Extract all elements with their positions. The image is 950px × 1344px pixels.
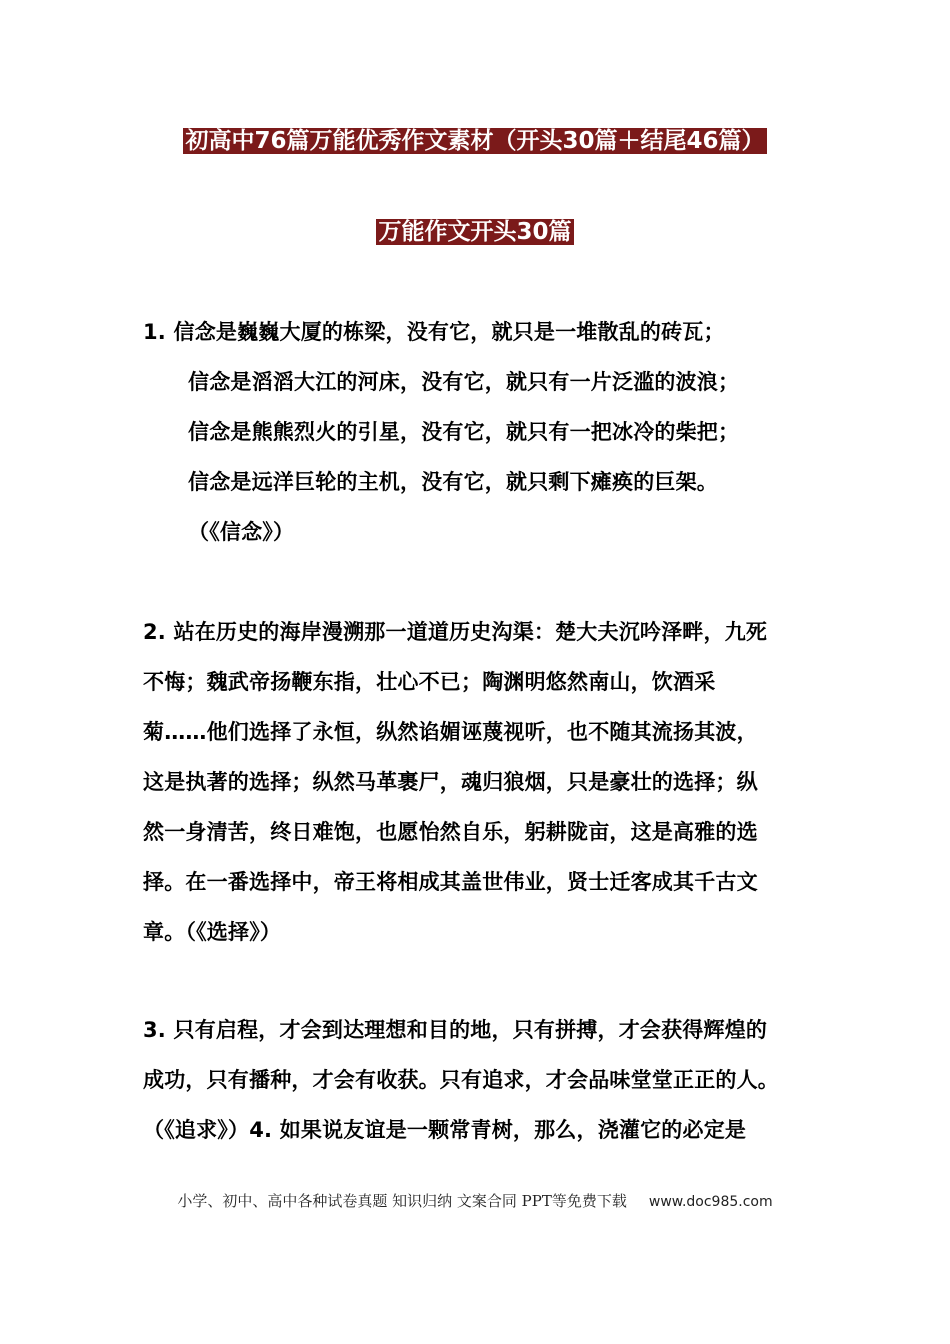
item2-line-4: 这是执著的选择；纵然马革裹尸，魂归狼烟，只是豪壮的选择；纵: [143, 770, 758, 794]
item1-line-4: 信念是远洋巨轮的主机，没有它，就只剩下瘫痪的巨架。: [188, 470, 718, 494]
section-heading-text: 万能作文开头30篇: [378, 219, 572, 245]
item1-line-1: 1. 信念是巍巍大厦的栋梁，没有它，就只是一堆散乱的砖瓦；: [143, 320, 725, 344]
item1-line-3: 信念是熊熊烈火的引星，没有它，就只有一把冰冷的柴把；: [188, 420, 740, 444]
item3-line-2: 成功，只有播种，才会有收获。只有追求，才会品味堂堂正正的人。: [143, 1068, 779, 1092]
item2-line-5: 然一身清苦，终日难饱，也愿怡然自乐，躬耕陇亩，这是高雅的选: [143, 820, 758, 844]
item2-line-1: 2. 站在历史的海岸漫溯那一道道历史沟渠：楚大夫沉吟泽畔，九死: [143, 620, 768, 644]
page-footer: [0, 1190, 950, 1211]
item3-line-3: （《追求》）4. 如果说友谊是一颗常青树，那么，浇灌它的必定是: [143, 1118, 747, 1142]
item1-citation: （《信念》）: [188, 520, 295, 544]
item2-line-6: 择。在一番选择中，帝王将相成其盖世伟业，贤士迁客成其千古文: [143, 870, 758, 894]
title-text: 初高中76篇万能优秀作文素材（开头30篇＋结尾46篇）: [185, 128, 765, 154]
item1-line-2: 信念是滔滔大江的河床，没有它，就只有一片泛滥的波浪；: [188, 370, 740, 394]
item2-line-2: 不悔；魏武帝扬鞭东指，壮心不已；陶渊明悠然南山，饮酒采: [143, 670, 716, 694]
item2-line-7: 章。（《选择》）: [143, 920, 282, 944]
section-heading: [0, 216, 950, 250]
document-title: [142, 125, 808, 159]
footer-text: 小学、初中、高中各种试卷真题 知识归纳 文案合同 PPT等免费下载: [177, 1192, 627, 1210]
item2-line-3: 菊……他们选择了永恒，纵然谄媚诬蔑视听，也不随其流扬其波，: [143, 720, 758, 744]
footer-site-link[interactable]: www.doc985.com: [648, 1194, 773, 1210]
item3-line-1: 3. 只有启程，才会到达理想和目的地，只有拼搏，才会获得辉煌的: [143, 1018, 768, 1042]
